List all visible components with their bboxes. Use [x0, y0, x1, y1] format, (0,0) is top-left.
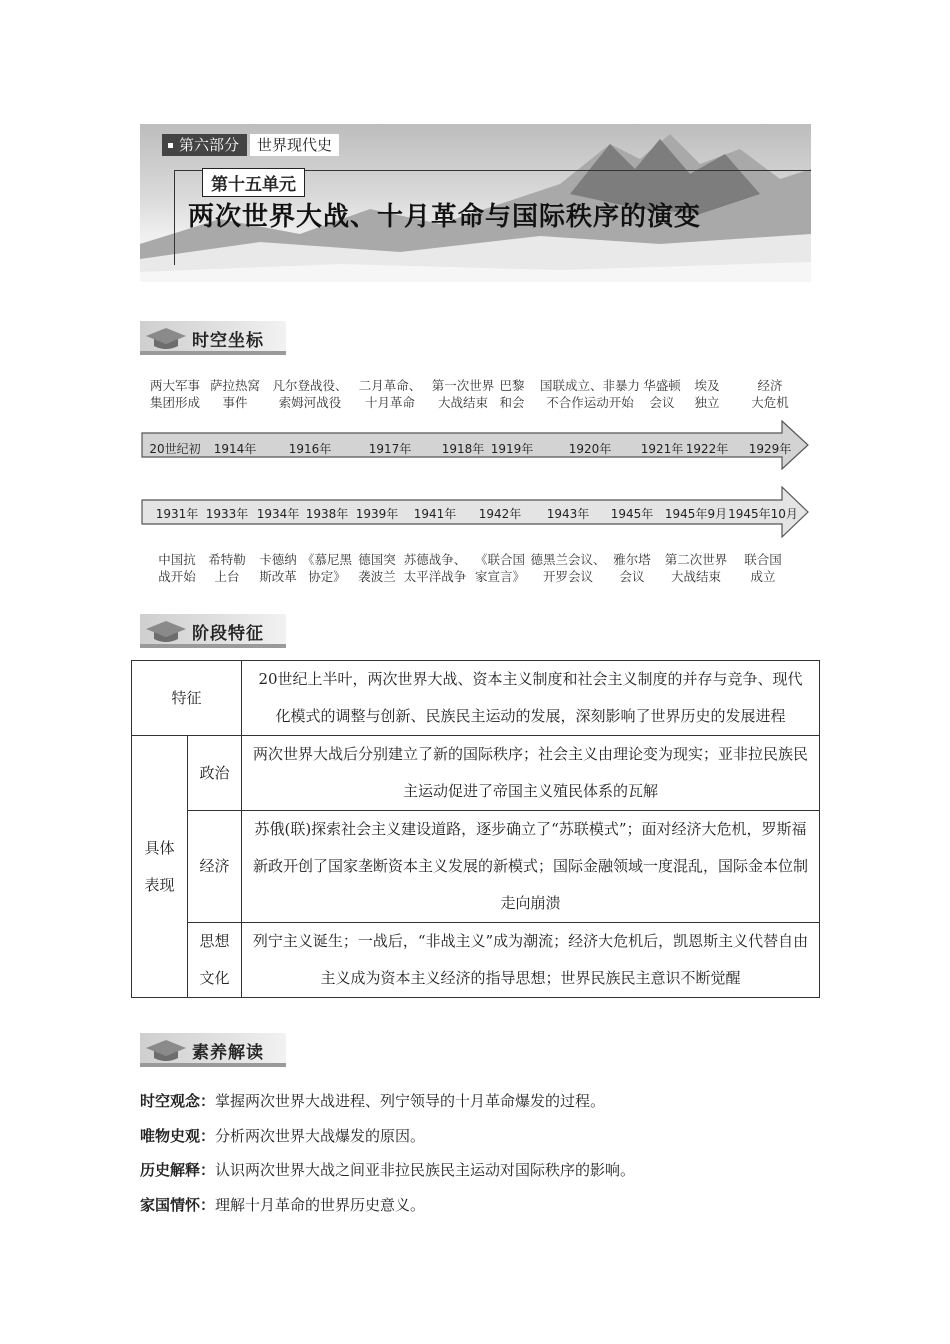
timeline-year: 1921年: [640, 442, 684, 456]
unit-label: 第十五单元: [202, 168, 305, 197]
timeline-event-line: 《联合国: [474, 552, 525, 567]
timeline-event-line: 联合国: [744, 552, 782, 567]
timeline-year: 1943年: [546, 507, 590, 521]
concrete-label: 具体表现: [132, 736, 188, 998]
feature-text: 20世纪上半叶，两次世界大战、资本主义制度和社会主义制度的并存与竞争、现代化模式的调整与创新、民族民主运动的发展，深刻影响了世界历史的发展进程: [242, 661, 820, 736]
timeline-event-line: 事件: [222, 395, 248, 410]
timeline-event: [708, 551, 818, 585]
timeline-event-line: 开罗会议: [542, 569, 593, 584]
timeline-event-line: 会议: [649, 395, 675, 410]
section-title: 阶段特征: [192, 624, 264, 644]
table-row: [132, 923, 820, 998]
timeline-year: 1914年: [213, 442, 257, 456]
timeline-event-line: 家宣言》: [474, 569, 525, 584]
section-title: 时空坐标: [192, 331, 264, 351]
section-header-literacy: [140, 1033, 286, 1067]
section-header-features: [140, 614, 286, 648]
row-text-culture: 列宁主义诞生；一战后，“非战主义”成为潮流；经济大危机后，凯恩斯主义代替自由主义成为资本主义经济的指导思想；世界民族民主意识不断觉醒: [242, 923, 820, 998]
graduation-cap-icon: [144, 618, 188, 646]
graduation-cap-icon: [144, 1037, 188, 1065]
row-label-politics: 政治: [188, 736, 242, 811]
feature-label: 特征: [132, 661, 242, 736]
part-header: [162, 134, 339, 156]
table-row: [132, 661, 820, 736]
unit-banner: [140, 124, 811, 282]
timeline-event-line: 华盛顿: [643, 378, 681, 393]
row-text-politics: 两次世界大战后分别建立了新的国际秩序；社会主义由理论变为现实；亚非拉民族民主运动促进了帝国主义殖民体系的瓦解: [242, 736, 820, 811]
timeline-year: 1942年: [478, 507, 522, 521]
timeline-event-line: 成立: [750, 569, 776, 584]
literacy-item: 时空观念：掌握两次世界大战进程、列宁领导的十月革命爆发的过程。: [140, 1092, 606, 1110]
timeline-year: 1931年: [155, 507, 199, 521]
table-row: [132, 736, 820, 811]
part-title: 世界现代史: [250, 134, 339, 156]
timeline-event-line: 雅尔塔: [613, 552, 651, 567]
timeline-event-line: 协定》: [308, 569, 346, 584]
timeline-event-line: 大战结束: [670, 569, 721, 584]
literacy-item: 历史解释：认识两次世界大战之间亚非拉民族民主运动对国际秩序的影响。: [140, 1161, 636, 1179]
timeline-event-line: 太平洋战争: [403, 569, 467, 584]
timeline-event-line: 和会: [499, 395, 525, 410]
timeline-event-line: 第一次世界: [431, 378, 495, 393]
timeline-year: 1938年: [305, 507, 349, 521]
timeline-year: 1945年: [610, 507, 654, 521]
timeline-event-line: 经济: [757, 378, 783, 393]
timeline-year: 1920年: [568, 442, 612, 456]
timeline-event: [715, 377, 825, 411]
section-title: 素养解读: [192, 1043, 264, 1063]
literacy-item: 家国情怀：理解十月革命的世界历史意义。: [140, 1196, 426, 1214]
row-text-economy: 苏俄(联)探索社会主义建设道路，逐步确立了“苏联模式”；面对经济大危机，罗斯福新政开创了国家垄断资本主义发展的新模式；国际金融领域一度混乱，国际金本位制走向崩溃: [242, 811, 820, 923]
timeline-event-line: 集团形成: [149, 395, 200, 410]
timeline-event-line: 大战结束: [437, 395, 488, 410]
timeline-year: 1929年: [748, 442, 792, 456]
timeline-event-line: 战开始: [158, 569, 196, 584]
timeline-event-line: 会议: [619, 569, 645, 584]
timeline-year: 1941年: [413, 507, 457, 521]
timeline-year: 1922年: [685, 442, 729, 456]
timeline-event-line: 不合作运动开始: [546, 395, 634, 410]
timeline-event-line: 斯改革: [259, 569, 297, 584]
timeline-event-line: 大危机: [751, 395, 789, 410]
timeline-year: 1945年10月: [728, 507, 798, 521]
timeline-year: 20世纪初: [149, 442, 201, 456]
graduation-cap-icon: [144, 325, 188, 353]
timeline-event-line: 上台: [214, 569, 240, 584]
timeline-event-line: 凡尔登战役、: [272, 378, 348, 393]
timeline-year: 1919年: [490, 442, 534, 456]
timeline-event-line: 袭波兰: [358, 569, 396, 584]
timeline-event-line: 十月革命: [364, 395, 415, 410]
section-header-timeline: [140, 321, 286, 355]
timeline-event-line: 萨拉热窝: [209, 378, 260, 393]
part-label: 第六部分: [162, 134, 247, 156]
timeline-event-line: 希特勒: [208, 552, 246, 567]
literacy-item: 唯物史观：分析两次世界大战爆发的原因。: [140, 1127, 426, 1145]
timeline-year: 1918年: [441, 442, 485, 456]
timeline-event-line: 卡德纳: [259, 552, 297, 567]
timeline-event-line: 第二次世界: [664, 552, 728, 567]
timeline-year: 1933年: [205, 507, 249, 521]
timeline-event-line: 两大军事: [149, 378, 200, 393]
unit-title: 两次世界大战、十月革命与国际秩序的演变: [188, 202, 702, 232]
timeline-event-line: 《慕尼黑: [301, 552, 352, 567]
timeline-event-line: 德黑兰会议、: [530, 552, 606, 567]
timeline-event-line: 独立: [694, 395, 720, 410]
timeline-year: 1916年: [288, 442, 332, 456]
features-table: [131, 660, 820, 998]
timeline-event-line: 索姆河战役: [278, 395, 342, 410]
timeline-event-line: 二月革命、: [358, 378, 422, 393]
row-label-culture: 思想文化: [188, 923, 242, 998]
timeline-event-line: 埃及: [694, 378, 720, 393]
timeline-year: 1934年: [256, 507, 300, 521]
timeline-event-line: 国联成立、非暴力: [539, 378, 640, 393]
timeline-year: 1917年: [368, 442, 412, 456]
timeline-year: 1945年9月: [664, 507, 728, 521]
timeline-year: 1939年: [355, 507, 399, 521]
timeline-event-line: 苏德战争、: [403, 552, 467, 567]
timeline-event-line: 巴黎: [499, 378, 525, 393]
row-label-economy: 经济: [188, 811, 242, 923]
timeline-event-line: 德国突: [358, 552, 396, 567]
timeline-event-line: 中国抗: [158, 552, 196, 567]
table-row: [132, 811, 820, 923]
